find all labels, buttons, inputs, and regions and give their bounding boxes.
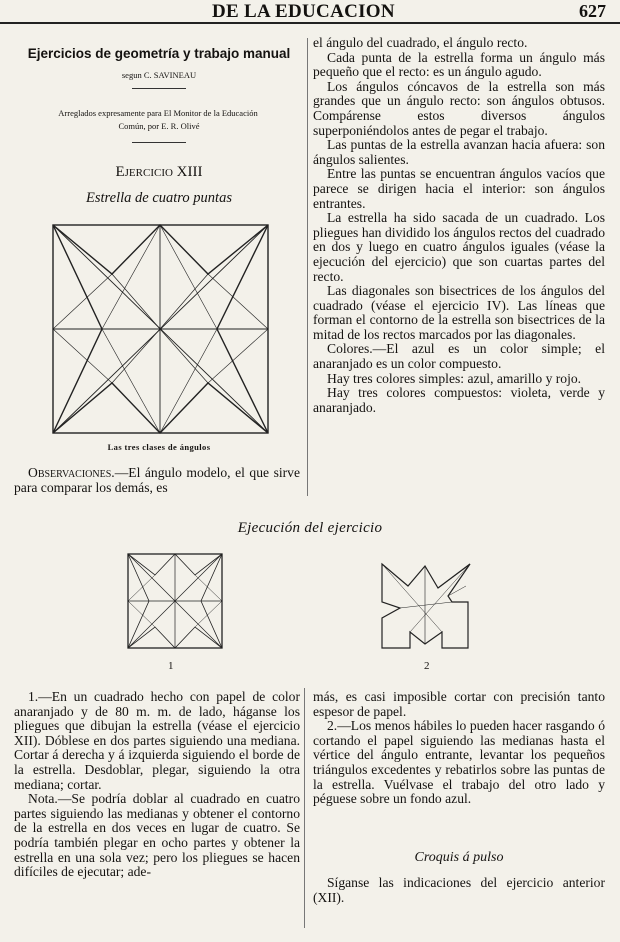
croquis-title: Croquis á pulso [414, 850, 504, 865]
right-column-top [313, 36, 605, 415]
paragraph: 1.—En un cuadrado hecho con papel de color anaranjado y de 80 m. m. de lado, háganse los pliegues que dibujan la estrella (véase el ejercicio XII). Dóblese en dos partes siguiendo una mediana. Cortar á derecha y á izquierda siguiendo el borde de la estrella. Desdoblar, plegar, siguiendo la otra mediana; cortar. [14, 689, 300, 792]
figure-2-label: 2 [424, 660, 430, 672]
paragraph: Colores.—El azul es un color simple; el anaranjado es un color compuesto. [313, 341, 605, 372]
paragraph: Las diagonales son bisectrices de los ángulos del cuadrado (véase el ejercicio IV). Las líneas que forman el contorno de la estrella son bisectrices de la mitad de los rectos marcados por las diagonales. [313, 283, 605, 342]
arranged-line-1: Arreglados expresamente para El Monitor de la Educación [58, 108, 258, 118]
paragraph: 2.—Los menos hábiles lo pueden hacer rasgando ó cortando el papel siguiendo las medianas hasta el vértice del ángulo entrante, levantar los pequeños triángulos excedentes y rebatirlos sobre las puntas de la estrella. Vuélvase el trabajo del otro lado y péguese sobre un fondo azul. [313, 718, 605, 807]
paragraph: Entre las puntas se encuentran ángulos vacíos que parece se dirigen hacia el interior: son ángulos entrantes. [313, 166, 605, 211]
bottom-right-column [313, 690, 605, 807]
exercise-subtitle: Estrella de cuatro puntas [86, 190, 232, 206]
observations-text: —El ángulo modelo, el que sirve para comparar los demás, es [14, 465, 300, 495]
paragraph: más, es casi imposible cortar con precisión tanto espesor de papel. [313, 689, 605, 719]
execution-figure-2 [378, 558, 474, 652]
running-title: DE LA EDUCACION [212, 1, 395, 22]
paragraph: Las puntas de la estrella avanzan hacia afuera: son ángulos salientes. [313, 137, 605, 167]
byline-rule [132, 88, 186, 89]
paragraph: La estrella ha sido sacada de un cuadrado. Los pliegues han dividido los ángulos rectos del cuadrado en dos y luego en cuatro ángulos iguales (véase la ejecución del ejercicio) que son cuartas partes del recto. [313, 210, 605, 284]
execution-title: Ejecución del ejercicio [237, 520, 383, 536]
figure-caption: Las tres clases de ángulos [107, 442, 211, 452]
paragraph: Nota.—Se podría doblar al cuadrado en cuatro partes siguiendo las medianas y obtener el contorno de la estrella en dos veces en lugar de cuatro. Se podría también plegar en ocho partes y obtener la estrella en una sola vez; pero los pliegues se hacen difíciles de ejecutar; ade- [14, 791, 300, 880]
figure-1-label: 1 [168, 660, 174, 672]
paragraph: Síganse las indicaciones del ejercicio anterior (XII). [313, 875, 605, 905]
observations-paragraph [14, 466, 300, 495]
execution-figure-1 [126, 552, 224, 650]
column-divider-top [307, 38, 308, 496]
page-number: 627 [579, 1, 606, 21]
croquis-paragraph [313, 876, 605, 905]
star-diagram [50, 222, 272, 436]
article-title: Ejercicios de geometría y trabajo manual [27, 46, 291, 61]
byline: segun C. SAVINEAU [121, 70, 197, 80]
page-header [0, 0, 620, 24]
column-divider-bottom [304, 688, 305, 928]
exercise-label: Ejercicio XIII [115, 164, 203, 180]
arranged-rule [132, 142, 186, 143]
paragraph: el ángulo del cuadrado, el ángulo recto. [313, 35, 528, 50]
paragraph: Cada punta de la estrella forma un ángulo más pequeño que el recto: es un ángulo agudo. [313, 49, 605, 80]
paragraph: Hay tres colores compuestos: violeta, verde y anaranjado. [313, 385, 605, 415]
observations-label: Observaciones. [28, 465, 115, 480]
paragraph: Hay tres colores simples: azul, amarillo y rojo. [327, 370, 582, 386]
arranged-line-2: Común, por E. R. Olivé [118, 121, 200, 131]
paragraph: Los ángulos cóncavos de la estrella son más grandes que un ángulo recto: son ángulos obtusos. Compárense estos diversos ángulos superponiéndolos antes de pegar el trabajo. [313, 78, 605, 138]
bottom-left-column [14, 690, 300, 880]
